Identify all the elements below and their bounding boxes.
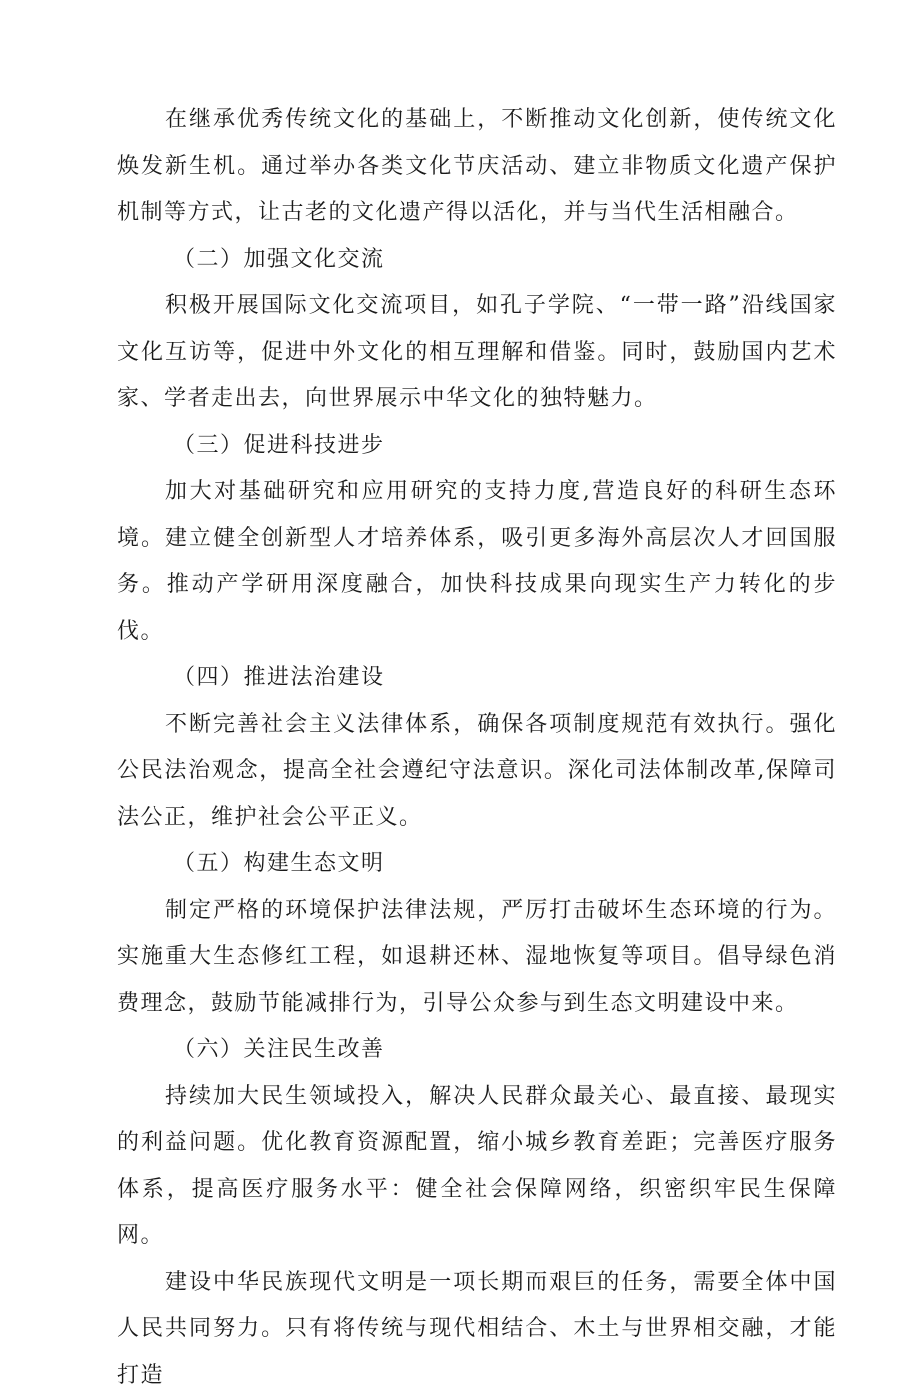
section-heading-tech-progress: （三）促进科技进步 bbox=[117, 423, 837, 470]
paragraph-ecology: 制定严格的环境保护法律法规，严厉打击破坏生态环境的行为。实施重大生态修红工程，如退耕还林、湿地恢复等项目。倡导绿色消费理念，鼓励节能减排行为，引导公众参与到生态文明建设中来。 bbox=[117, 888, 837, 1028]
section-heading-livelihood: （六）关注民生改善 bbox=[117, 1027, 837, 1074]
paragraph-conclusion: 建设中华民族现代文明是一项长期而艰巨的任务，需要全体中国人民共同努力。只有将传统与现代相结合、木土与世界相交融，才能打造 bbox=[117, 1260, 837, 1399]
paragraph-cultural-exchange: 积极开展国际文化交流项目，如孔子学院、“一带一路”沿线国家文化互访等，促进中外文化的相互理解和借鉴。同时，鼓励国内艺术家、学者走出去，向世界展示中华文化的独特魅力。 bbox=[117, 283, 837, 423]
paragraph-culture-innovation: 在继承优秀传统文化的基础上，不断推动文化创新，使传统文化焕发新生机。通过举办各类文化节庆活动、建立非物质文化遗产保护机制等方式，让古老的文化遗产得以活化，并与当代生活相融合。 bbox=[117, 97, 837, 237]
paragraph-tech-progress: 加大对基础研究和应用研究的支持力度,营造良好的科研生态环境。建立健全创新型人才培养体系，吸引更多海外高层次人才回国服务。推动产学研用深度融合，加快科技成果向现实生产力转化的步伐。 bbox=[117, 469, 837, 655]
section-heading-rule-of-law: （四）推进法治建设 bbox=[117, 655, 837, 702]
section-heading-ecology: （五）构建生态文明 bbox=[117, 841, 837, 888]
paragraph-rule-of-law: 不断完善社会主义法律体系，确保各项制度规范有效执行。强化公民法治观念，提高全社会遵纪守法意识。深化司法体制改革,保障司法公正，维护社会公平正义。 bbox=[117, 702, 837, 842]
document-body bbox=[117, 97, 837, 1399]
section-heading-cultural-exchange: （二）加强文化交流 bbox=[117, 237, 837, 284]
paragraph-livelihood: 持续加大民生领域投入，解决人民群众最关心、最直接、最现实的利益问题。优化教育资源配置，缩小城乡教育差距；完善医疗服务体系，提高医疗服务水平：健全社会保障网络，织密织牢民生保障网。 bbox=[117, 1074, 837, 1260]
